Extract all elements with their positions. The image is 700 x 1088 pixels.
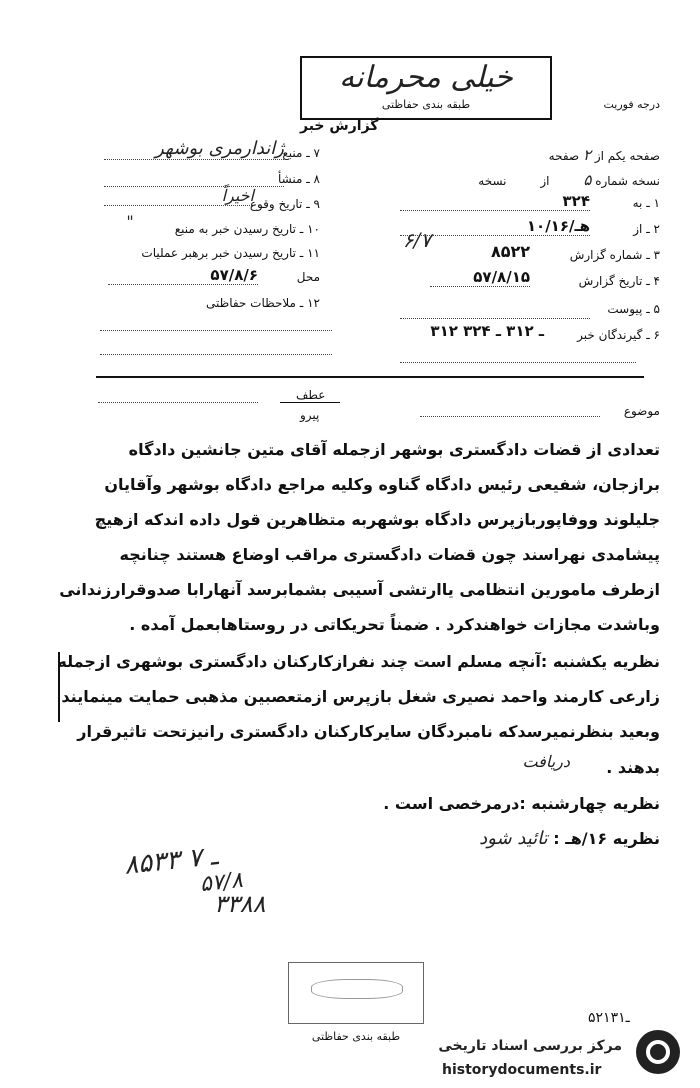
h16-note-value: تائید شود	[479, 828, 548, 849]
copy-suffix: نسخه	[478, 174, 507, 188]
watermark-name: مرکز بررسی اسناد تاریخی	[438, 1038, 622, 1054]
field-6-line	[400, 362, 636, 363]
report-title: گزارش خبر	[300, 118, 379, 134]
reference-line	[98, 402, 258, 403]
field-11-label: ۱۱ ـ تاریخ رسیدن خبر برهبر عملیات	[141, 246, 320, 260]
classification-handwritten: خیلی محرمانه	[339, 60, 513, 95]
copy-label: نسخه شماره	[595, 174, 660, 188]
wednesday-note: نظریه چهارشنبه :درمرخصی است .	[383, 794, 660, 813]
field-9-value: اخیراً	[104, 186, 254, 206]
page-label: صفحه یکم از	[594, 149, 660, 163]
field-3-handwritten: ۶/۷	[402, 228, 432, 252]
margin-number-1: ۸۵۳۳ ـ ۷	[122, 841, 220, 881]
field-8-label: ۸ ـ منشأ	[277, 172, 320, 186]
field-7-label: ۷ ـ منبع	[282, 146, 320, 160]
body-line-9: وبعید بنظرنمیرسدکه نامبردگان سایرکارکنان دادگستری رانیزتحت تاثیرقرار	[77, 722, 660, 741]
body-line-6: وباشدت مجازات خواهندکرد . ضمناً تحریکاتی در روستاهابعمل آمده .	[129, 615, 660, 634]
field-2-label: ۲ ـ از	[633, 222, 660, 236]
body-line-3: جلیلوند ووفاپوربازپرس دادگاه بوشهربه متظاهرین قول داده اندکه ازهیچ	[94, 510, 660, 529]
body-line-4: پیشامدی نهراسند چون قضات دادگستری مراقب اوضاع هستند چنانچه	[119, 545, 660, 564]
watermark-logo-ring	[646, 1040, 670, 1064]
classification-label: طبقه بندی حفاظتی	[381, 98, 471, 111]
h16-note-label: نظریه ۱۶/هـ :	[553, 829, 660, 848]
field-10-value: "	[126, 212, 134, 231]
field-12-line-2	[100, 354, 332, 355]
bottom-classification-label: طبقه بندی حفاظتی	[311, 1030, 401, 1043]
priority-label: درجه فوریت	[603, 98, 660, 111]
field-11-place: محل	[296, 270, 320, 284]
h16-note	[479, 828, 660, 849]
body-line-7: نظریه یکشنبه :آنچه مسلم است چند نفرازکارکنان دادگستری بوشهری ازجمله	[57, 652, 660, 671]
header-divider	[96, 376, 644, 378]
reference-divider	[280, 402, 340, 403]
margin-number-3: ۳۳۸۸	[214, 890, 266, 918]
copy-of: از	[540, 174, 550, 188]
signature-short: دریافت	[522, 752, 570, 771]
page-value: ۲	[582, 146, 592, 164]
faded-stamp	[311, 979, 403, 999]
field-12-label: ۱۲ ـ ملاحظات حفاظتی	[206, 296, 320, 310]
field-4-value: ۵۷/۸/۱۵	[430, 268, 530, 287]
field-11-value: ۵۷/۸/۶	[108, 266, 258, 285]
subject-line	[420, 416, 600, 417]
body-line-1: تعدادی از قضات دادگستری بوشهر ازجمله آقای متین جانشین دادگاه	[128, 440, 660, 459]
margin-bracket	[58, 652, 66, 722]
body-line-8: زارعی کارمند واحمد نصیری شغل بازپرس ازمتعصبین مذهبی حمایت مینمایند	[61, 687, 660, 706]
field-10-label: ۱۰ ـ تاریخ رسیدن خبر به منبع	[174, 222, 320, 236]
watermark-url: historydocuments.ir	[442, 1062, 602, 1078]
field-1-value: ۳۲۴	[400, 192, 590, 211]
field-3-label: ۳ ـ شماره گزارش	[569, 248, 660, 262]
body-line-5: ازطرف مامورین انتظامی یاارتشی آسیبی بشمابرسد آنهارابا صدوقرارزندانی	[59, 580, 660, 599]
field-2-value: ۱۰/۱۶/هـ	[400, 217, 590, 236]
field-4-label: ۴ ـ تاریخ گزارش	[578, 274, 660, 288]
field-9-label: ۹ ـ تاریخ وقوع	[249, 197, 320, 211]
field-7-value: ژاندارمری بوشهر	[104, 138, 284, 160]
field-5-line	[400, 318, 590, 319]
reference-peyro: پیرو	[300, 408, 320, 422]
field-5-label: ۵ ـ پیوست	[607, 302, 660, 316]
field-12-line-1	[100, 330, 332, 331]
page-line	[420, 146, 660, 164]
classification-box	[300, 56, 552, 120]
body-line-10: بدهند .	[606, 758, 660, 777]
copy-line	[420, 171, 660, 189]
subject-label: موضوع	[623, 404, 660, 418]
margin-number-2: ۵۷/۸	[198, 867, 245, 898]
field-6-value: ۳۱۲ ـ ۳۱۲ ـ ۳۲۴	[430, 322, 544, 340]
copy-value: ۵	[583, 171, 592, 189]
field-3-value: ۸۵۲۲	[490, 242, 530, 261]
bottom-classification-box	[288, 962, 424, 1043]
page-suffix: صفحه	[548, 149, 580, 163]
body-line-2: برازجان، شفیعی رئیس دادگاه گناوه وکلیه مراجع دادگاه بوشهر وآقایان	[104, 475, 660, 494]
reference-atf: عطف	[296, 388, 326, 402]
field-6-label: ۶ ـ گیرندگان خبر	[577, 328, 660, 342]
field-1-label: ۱ ـ به	[632, 196, 660, 210]
watermark-logo-icon	[636, 1030, 680, 1074]
page-code: ۵۲ـ۱۳۱	[588, 1010, 630, 1026]
